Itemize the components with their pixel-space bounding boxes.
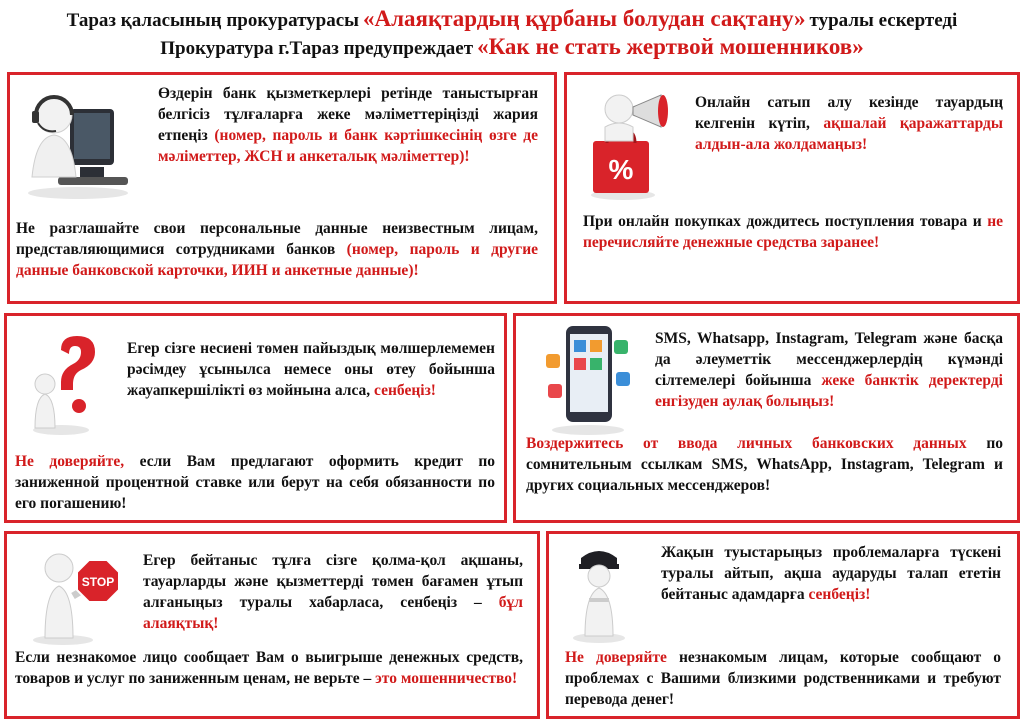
panel-messengers xyxy=(513,313,1020,523)
header-ru-title: «Как не стать жертвой мошенников» xyxy=(477,34,864,59)
header-line-kz xyxy=(0,6,1024,32)
panel-relatives xyxy=(546,531,1020,719)
panel-online-purchase xyxy=(564,72,1020,304)
header-kz-suffix: туралы ескертеді xyxy=(809,10,958,31)
bank-kz-text: Өздерін банк қызметкерлері ретінде таныстырған белгісіз тұлғаларға жеке мәліметтеріңізді жария етпеңіз (номер, пароль и банк кәртішкесінің өзге де мәліметтер, ЖСН и анкеталық мәліметтер)! xyxy=(158,85,539,165)
bank-ru-text: Не разглашайте свои персональные данные неизвестным лицам, представляющимися сотрудниками банков (номер, пароль и другие данные банковской карточки, ИИН и анкетные данные)! xyxy=(16,220,538,279)
online-kz-text: Онлайн сатып алу кезінде тауардың келгенін күтіп, ақшалай қаражаттарды алдын-ала жолдамаңыз! xyxy=(695,94,1003,153)
messenger-ru-text: Воздержитесь от ввода личных банковских данных по сомнительным ссылкам SMS, WhatsApp, Instagram, Telegram и других социальных мессенджеров! xyxy=(526,435,1003,494)
police-officer-icon xyxy=(559,540,639,644)
svg-text:%: % xyxy=(608,154,634,185)
header-line-ru xyxy=(0,34,1024,60)
panel-bank-data xyxy=(7,72,557,304)
header-kz-title: «Алаяқтардың құрбаны болудан сақтану» xyxy=(363,6,806,31)
smartphone-apps-icon xyxy=(538,320,638,436)
prize-ru-text: Если незнакомое лицо сообщает Вам о выигрыше денежных средств, товаров и услуг по заниженным ценам, не верьте – это мошенничество! xyxy=(15,649,523,687)
call-center-operator-icon xyxy=(18,81,138,201)
panel-prize xyxy=(4,531,540,719)
panel-credit xyxy=(4,313,507,523)
question-mark-icon xyxy=(21,332,111,436)
credit-ru-text: Не доверяйте, если Вам предлагают оформить кредит по заниженной процентной ставке или берут на себя обязанности по его погашению! xyxy=(15,453,496,512)
relatives-kz-text: Жақын туыстарыңыз проблемаларға түскені туралы айтып, ақша аударуды талап ететін бейтаныс адамдарға сенбеңіз! xyxy=(661,544,1001,603)
messenger-kz-text: SMS, Whatsapp, Instagram, Telegram және басқа да әлеуметтік мессенджерлердің күмәнді сілтемелері бойынша жеке банктік деректерді енгізуден аулақ болыңыз! xyxy=(655,330,1003,410)
online-ru-text: При онлайн покупках дождитесь поступления товара и не перечисляйте денежные средства заранее! xyxy=(583,213,1003,251)
header-kz-prefix: Тараз қаласының прокуратурасы xyxy=(66,10,360,31)
shopping-bag-megaphone-icon xyxy=(583,83,683,201)
credit-kz-text: Егер сізге несиені төмен пайыздық мөлшерлемемен рәсімдеу ұсынылса немесе оны өтеу бойынша жауапкершілікті өз мойнына алса, сенбеңіз! xyxy=(127,340,495,399)
header-ru-prefix: Прокуратура г.Тараз предупреждает xyxy=(160,38,474,59)
prize-kz-text: Егер бейтаныс тұлға сізге қолма-қол ақшаны, тауарларды және қызметтерді төмен бағамен ұтып алғаныңыз туралы хабарласа, сенбеңіз – бұл алаяқтық! xyxy=(143,552,523,632)
svg-text:STOP: STOP xyxy=(81,575,115,589)
stop-sign-icon xyxy=(19,542,129,646)
relatives-ru-text: Не доверяйте незнакомым лицам, которые сообщают о проблемах с Вашими близкими родственниками и требуют перевода денег! xyxy=(565,649,1001,708)
